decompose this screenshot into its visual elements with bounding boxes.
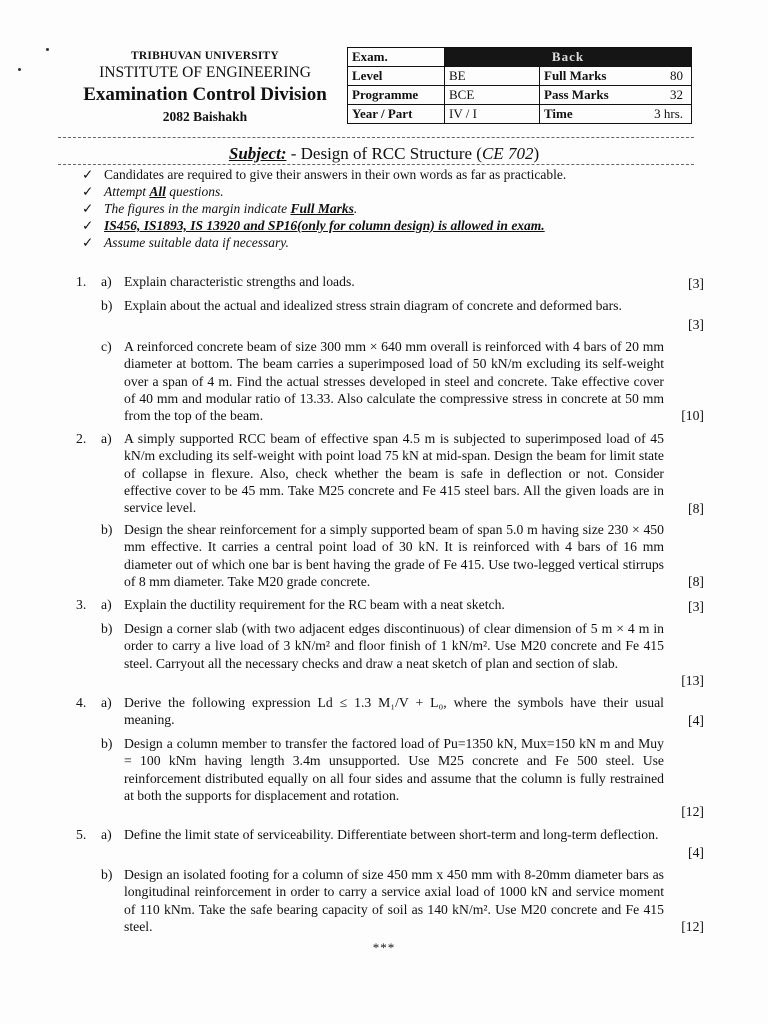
question-part: c) (101, 339, 112, 354)
instruction-item (82, 166, 702, 183)
programme-value: BCE (445, 86, 540, 105)
question-number: 5. (76, 827, 87, 842)
question-text: Derive the following expression Ld ≤ 1.3 M₁/V + L₀, where the symbols have their usual meaning. (124, 695, 664, 728)
time-label: Time (540, 105, 629, 124)
question-number: 3. (76, 597, 87, 612)
scan-dot (46, 48, 49, 51)
question-number: 1. (76, 274, 87, 289)
question-part: a) (101, 827, 112, 842)
scan-dot (18, 68, 21, 71)
question-part: b) (101, 621, 113, 636)
subject-close: ) (533, 144, 540, 163)
check-icon: ✓ (82, 235, 94, 250)
subject-line (0, 144, 768, 164)
question-marks: [3] (688, 317, 704, 332)
exam-date: 2082 Baishakh (162, 109, 248, 124)
question-text: Design the shear reinforcement for a simply supported beam of span 5.0 m having size 230 × 450 mm effective. It carries a central point load of 30 kN. It is reinforced with 4 bars of 16 mm diameter out of which one bar is bent having the grade of Fe 415. Use two-legged vertical stirrups of 8 mm diameter. Take M20 grade concrete. (124, 522, 664, 589)
question-marks: [12] (681, 804, 704, 819)
question-marks: [4] (688, 845, 704, 860)
question-text: A simply supported RCC beam of effective span 4.5 m is subjected to superimposed load of 45 kN/m excluding its self-weight with point load 75 kN at mid-span. Design the beam for limit state of collapse in flexure. Also, check whether the beam is safe in deflection or not. Consider effective cover to be 45 mm. Take M25 concrete and Fe 415 steel bars. All the given loads are in service level. (124, 431, 664, 516)
exam-label: Exam. (348, 48, 445, 67)
question-part: b) (101, 867, 113, 882)
check-icon: ✓ (82, 218, 94, 233)
level-label: Level (348, 67, 445, 86)
question-part: a) (101, 597, 112, 612)
question-marks: [10] (681, 408, 704, 423)
question-text: Design an isolated footing for a column of size 450 mm x 450 mm with 8-20mm diameter bars as longitudinal reinforcement in order to carry a service axial load of 1000 kN and service moment of 110 kNm. Take the safe bearing capacity of soil as 140 kN/m². Use M20 concrete and Fe 415 steel. (124, 867, 664, 934)
exam-type-value: Back (445, 48, 692, 67)
instruction-text: Assume suitable data if necessary. (104, 235, 289, 250)
question-text: Explain characteristic strengths and loads. (124, 274, 355, 289)
division-name: Examination Control Division (83, 84, 327, 105)
university-name: TRIBHUVAN UNIVERSITY (131, 50, 279, 62)
instruction-text: Candidates are required to give their answers in their own words as far as practicable. (104, 167, 567, 182)
question-number: 2. (76, 431, 87, 446)
institute-name: INSTITUTE OF ENGINEERING (99, 64, 311, 81)
question-marks: [13] (681, 673, 704, 688)
subject-code: CE 702 (481, 144, 534, 163)
exam-info-table (347, 47, 692, 124)
pass-marks-label: Pass Marks (540, 86, 629, 105)
year-part-value: IV / I (445, 105, 540, 124)
question-part: a) (101, 431, 112, 446)
question-marks: [3] (688, 599, 704, 614)
question-marks: [8] (688, 574, 704, 589)
instruction-text: The figures in the margin indicate Full Marks. (104, 201, 358, 216)
full-marks-value: 80 (628, 67, 692, 86)
question-part: b) (101, 298, 113, 313)
end-marker: *** (372, 940, 396, 955)
programme-label: Programme (348, 86, 445, 105)
pass-marks-value: 32 (628, 86, 692, 105)
question-text: Design a corner slab (with two adjacent edges discontinuous) of clear dimension of 5 m × 4 m in order to carry a live load of 3 kN/m² and floor finish of 1 kN/m². Use M20 concrete and Fe 415 steel. Carryout all the necessary checks and draw a neat sketch of plan and section of slab. (124, 621, 664, 671)
instruction-item (82, 200, 702, 217)
exam-header (60, 50, 350, 125)
question-marks: [8] (688, 501, 704, 516)
instruction-item (82, 234, 702, 251)
question-part: a) (101, 274, 112, 289)
subject-divider (58, 164, 694, 165)
question-text: A reinforced concrete beam of size 300 mm × 640 mm overall is reinforced with 4 bars of 20 mm diameter at bottom. The beam carries a superimposed load of 50 kN/m excluding its self-weight over a span of 4 m. Find the actual stresses developed in steel and concrete. Take effective cover of 40 mm and modular ratio of 13.33. Also calculate the compressive stress in concrete at 50 mm from the top of the beam. (124, 339, 664, 424)
full-marks-label: Full Marks (540, 67, 629, 86)
question-text: Define the limit state of serviceability. Differentiate between short-term and long-term deflection. (124, 827, 659, 842)
question-part: a) (101, 695, 112, 710)
question-part: b) (101, 522, 113, 537)
subject-title: - Design of RCC Structure ( (286, 144, 482, 163)
instruction-text: IS456, IS1893, IS 13920 and SP16(only for column design) is allowed in exam. (104, 218, 545, 233)
question-text: Explain the ductility requirement for the RC beam with a neat sketch. (124, 597, 505, 612)
check-icon: ✓ (82, 201, 94, 216)
question-text: Explain about the actual and idealized stress strain diagram of concrete and deformed bars. (124, 298, 622, 313)
year-part-label: Year / Part (348, 105, 445, 124)
check-icon: ✓ (82, 184, 94, 199)
question-text: Design a column member to transfer the factored load of Pu=1350 kN, Mux=150 kN m and Muy = 100 kNm having length 3.4m unsupported. Use M25 concrete and Fe 500 steel. Use reinforcement distributed equally on all four sides and assume that the column is fully restrained at both the supports for displacement and rotation. (124, 736, 664, 803)
subject-label: Subject: (228, 144, 287, 163)
instruction-text: Attempt All questions. (104, 184, 224, 199)
header-divider (58, 137, 694, 138)
question-marks: [3] (688, 276, 704, 291)
question-number: 4. (76, 695, 87, 710)
time-value: 3 hrs. (628, 105, 692, 124)
question-part: b) (101, 736, 113, 751)
level-value: BE (445, 67, 540, 86)
check-icon: ✓ (82, 167, 94, 182)
question-marks: [12] (681, 919, 704, 934)
instruction-item (82, 217, 702, 234)
instruction-item (82, 183, 702, 200)
instructions (82, 166, 702, 251)
question-marks: [4] (688, 713, 704, 728)
